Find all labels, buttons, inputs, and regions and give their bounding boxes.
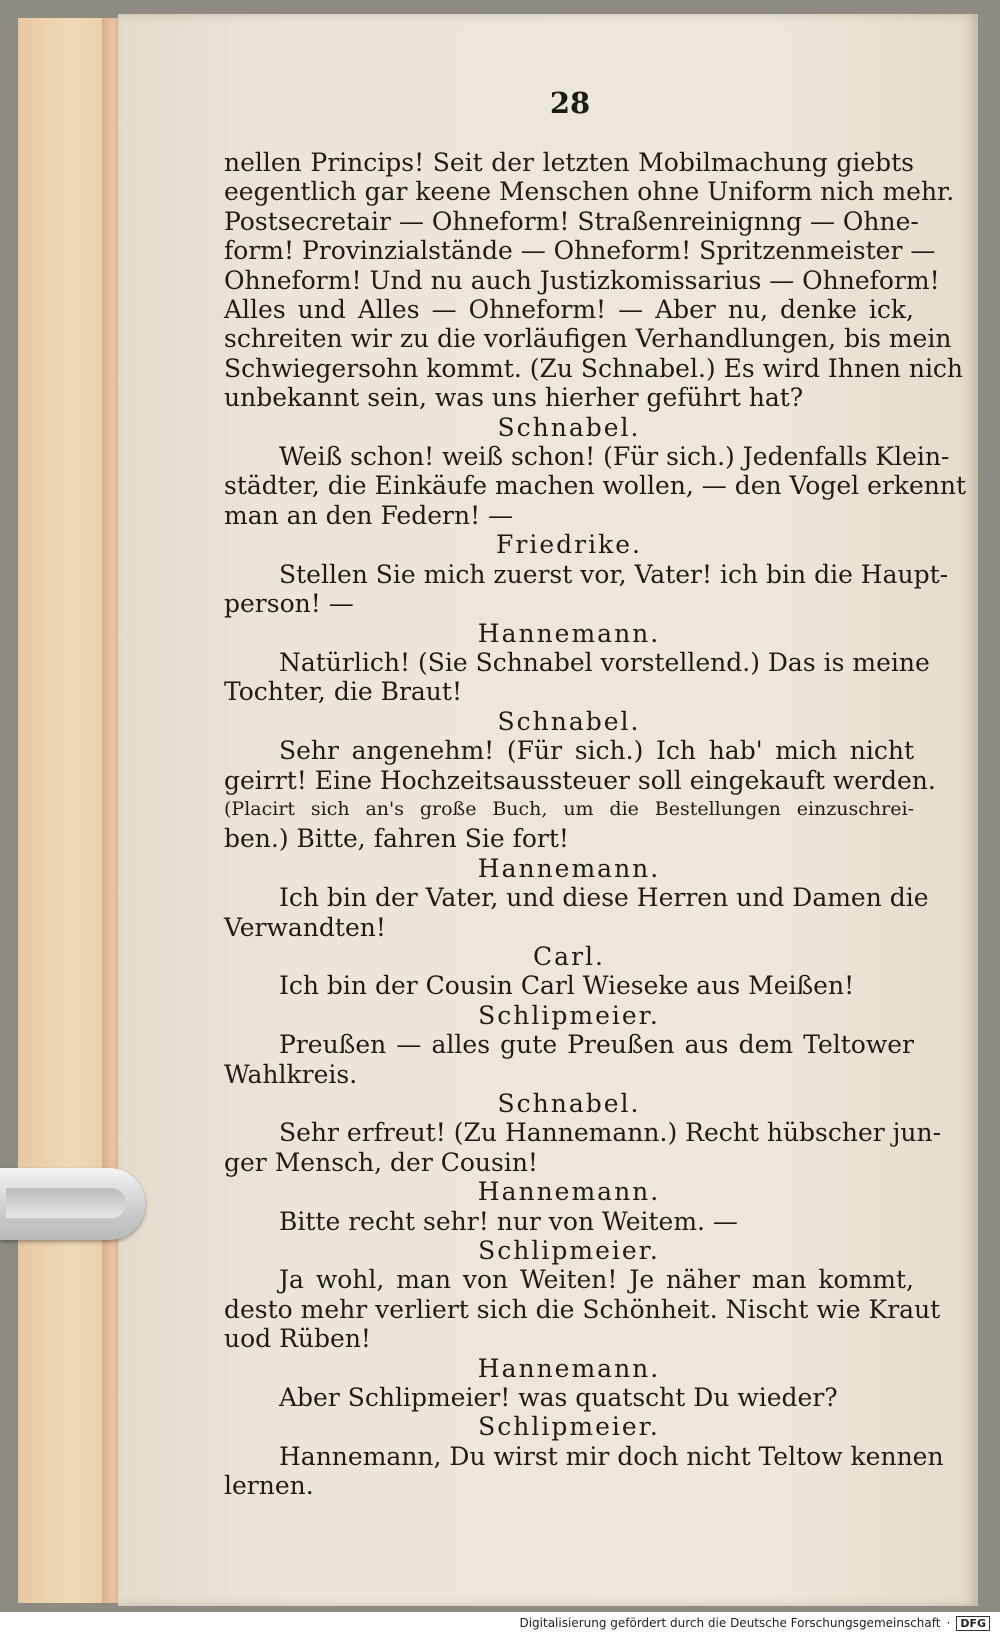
text-line: Schwiegersohn kommt. (Zu Schnabel.) Es wird Ihnen nich xyxy=(224,353,964,383)
text-line: unbekannt sein, was uns hierher geführt hat? xyxy=(224,383,804,413)
text-line: Aber Schlipmeier! was quatscht Du wieder? xyxy=(279,1383,838,1413)
speaker-name: Schlipmeier. xyxy=(478,1000,660,1030)
text-line: lernen. xyxy=(224,1471,314,1501)
speaker-name: Hannemann. xyxy=(477,853,661,883)
book-cover-board xyxy=(18,18,110,1603)
page-number: 28 xyxy=(549,86,591,120)
text-line: schreiten wir zu die vorläufigen Verhandlungen, bis mein xyxy=(224,324,952,354)
text-line: desto mehr verliert sich die Schönheit. Nischt wie Kraut xyxy=(224,1294,941,1324)
text-line: Hannemann, Du wirst mir doch nicht Teltow kennen xyxy=(279,1441,944,1471)
text-line: geirrt! Eine Hochzeitsaussteuer soll eingekauft werden. xyxy=(224,765,936,795)
paper-clip xyxy=(0,1168,145,1240)
text-line: Postsecretair — Ohneform! Straßenreinignng — Ohne- xyxy=(224,206,919,236)
speaker-name: Schnabel. xyxy=(497,706,641,736)
footer-separator: · xyxy=(946,1616,951,1630)
speaker-name: Friedrike. xyxy=(496,530,642,560)
speaker-name: Hannemann. xyxy=(477,1177,661,1207)
footer-credit xyxy=(519,1614,990,1632)
text-line: nellen Princips! Seit der letzten Mobilmachung giebts xyxy=(224,148,914,177)
speaker-name: Carl. xyxy=(533,941,605,971)
text-line: Natürlich! (Sie Schnabel vorstellend.) Das is meine xyxy=(279,647,930,677)
text-line: man an den Federn! — xyxy=(224,500,514,530)
text-line: Ich bin der Cousin Carl Wieseke aus Meißen! xyxy=(279,971,855,1001)
text-line: Bitte recht sehr! nur von Weitem. — xyxy=(279,1206,738,1236)
speaker-name: Schlipmeier. xyxy=(478,1236,660,1266)
text-line: Ja wohl, man von Weiten! Je näher man kommt, xyxy=(279,1265,914,1295)
text-line: Tochter, die Braut! xyxy=(224,677,462,707)
text-line: form! Provinzialstände — Ohneform! Spritzenmeister — xyxy=(224,236,936,266)
text-line: Ohneform! Und nu auch Justizkomissarius — Ohneform! xyxy=(224,265,940,295)
text-line: Stellen Sie mich zuerst vor, Vater! ich bin die Haupt- xyxy=(279,559,949,589)
text-line: ger Mensch, der Cousin! xyxy=(224,1147,538,1177)
text-line: Wahlkreis. xyxy=(224,1059,358,1089)
text-line: (Placirt sich an's große Buch, um die Bestellungen einzuschrei- xyxy=(224,797,914,820)
text-line: Sehr erfreut! (Zu Hannemann.) Recht hübscher jun- xyxy=(279,1118,942,1148)
text-line: städter, die Einkäufe machen wollen, — den Vogel erkennt xyxy=(224,471,967,501)
speaker-name: Schnabel. xyxy=(497,412,641,442)
text-line: Verwandten! xyxy=(224,912,386,942)
page-text xyxy=(224,148,967,1501)
text-line: uod Rüben! xyxy=(224,1324,371,1354)
footer-text: Digitalisierung gefördert durch die Deutsche Forschungsgemeinschaft xyxy=(519,1616,941,1630)
speaker-name: Schlipmeier. xyxy=(478,1412,660,1442)
text-line: eegentlich gar keene Menschen ohne Uniform nich mehr. xyxy=(224,177,955,207)
speaker-name: Schnabel. xyxy=(497,1089,641,1118)
speaker-name: Hannemann. xyxy=(477,618,661,648)
text-line: ben.) Bitte, fahren Sie fort! xyxy=(224,824,569,854)
text-line: person! — xyxy=(224,589,354,619)
text-line: Preußen — alles gute Preußen aus dem Teltower xyxy=(279,1030,914,1060)
text-line: Ich bin der Vater, und diese Herren und Damen die xyxy=(279,883,929,913)
text-line: Sehr angenehm! (Für sich.) Ich hab' mich nicht xyxy=(279,736,914,766)
speaker-name: Hannemann. xyxy=(477,1353,661,1383)
text-line: Weiß schon! weiß schon! (Für sich.) Jedenfalls Klein- xyxy=(279,442,950,472)
text-line: Alles und Alles — Ohneform! — Aber nu, denke ick, xyxy=(224,295,914,325)
dfg-logo: DFG xyxy=(956,1616,990,1631)
